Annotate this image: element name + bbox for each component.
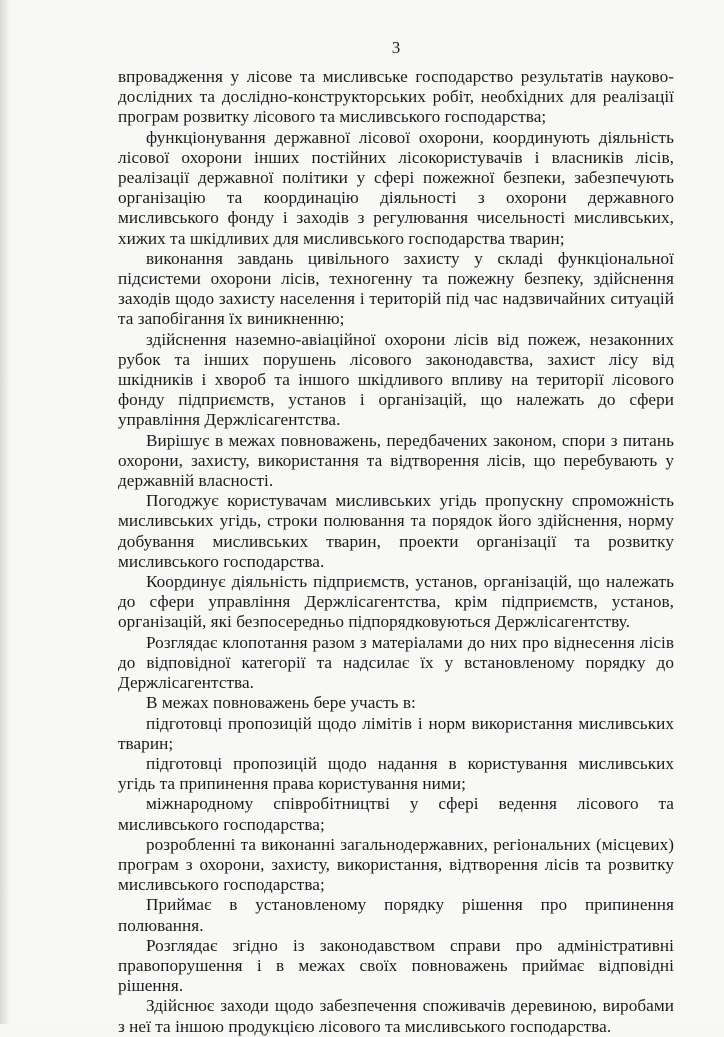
page-number: 3 [391, 38, 401, 57]
paragraph: Координує діяльність підприємств, установ, організацій, що належать до сфери управління Держлісагентства, крім підприємств, установ, організацій, які безпосередньо підпорядковуються Держлісагентству. [118, 572, 674, 632]
document-body [118, 67, 674, 1037]
paragraph: Розглядає згідно із законодавством справи про адміністративні правопорушення і в межах своїх повноважень приймає відповідні рішення. [118, 935, 674, 996]
paragraph: Погоджує користувачам мисливських угідь пропускну спроможність мисливських угідь, строки полювання та порядок його здійснення, норму добування мисливських тварин, проекти організації та розвитку мисливського господарства. [118, 491, 674, 571]
paragraph: розробленні та виконанні загальнодержавних, регіональних (місцевих) програм з охорони, захисту, використання, відтворення лісів та розвитку мисливського господарства; [118, 834, 674, 895]
paragraph: Розглядає клопотання разом з матеріалами до них про віднесення лісів до відповідної категорії та надсилає їх у встановленому порядку до Держлісагентства. [118, 632, 674, 693]
paragraph: міжнародному співробітництві у сфері ведення лісового та мисливського господарства; [118, 794, 674, 834]
paragraph: виконання завдань цивільного захисту у складі функціональної підсистеми охорони лісів, техногенну та пожежну безпеку, здійснення заходів щодо захисту населення і територій під час надзвичайних ситуацій та запобігання їх виникненню; [118, 248, 674, 329]
paragraph: Приймає в установленому порядку рішення про припинення полювання. [118, 895, 674, 935]
page-edge-shadow [0, 0, 10, 1024]
paragraph: функціонування державної лісової охорони, координують діяльність лісової охорони інших постійних лісокористувачів і власників лісів, реалізації державної політики у сфері пожежної безпеки, забезпечують організацію та координацію діяльності з охорони державного мисливського фонду і заходів з регулювання чисельності мисливських, хижих та шкідливих для мисливського господарства тварин; [118, 127, 674, 248]
paragraph: В межах повноважень бере участь в: [146, 693, 416, 713]
paragraph: здійснення наземно-авіаційної охорони лісів від пожеж, незаконних рубок та інших порушень лісового законодавства, захист лісу від шкідників і хвороб та іншого шкідливого впливу на території лісового фонду підприємств, установ і організацій, що належать до сфери управління Держлісагентства. [118, 329, 674, 430]
paragraph: підготовці пропозицій щодо надання в користування мисливських угідь та припинення права користування ними; [118, 753, 674, 794]
paragraph: впровадження у лісове та мисливське господарство результатів науково-дослідних та дослідно-конструкторських робіт, необхідних для реалізації програм розвитку лісового та мисливського господарства; [118, 67, 674, 127]
paragraph: Вирішує в межах повноважень, передбачених законом, спори з питань охорони, захисту, використання та відтворення лісів, що перебувають у державній власності. [118, 430, 674, 491]
paragraph: підготовці пропозицій щодо лімітів і норм використання мисливських тварин; [118, 713, 674, 753]
paragraph: Здійснює заходи щодо забезпечення споживачів деревиною, виробами з неї та іншою продукцією лісового та мисливського господарства. [118, 996, 674, 1036]
